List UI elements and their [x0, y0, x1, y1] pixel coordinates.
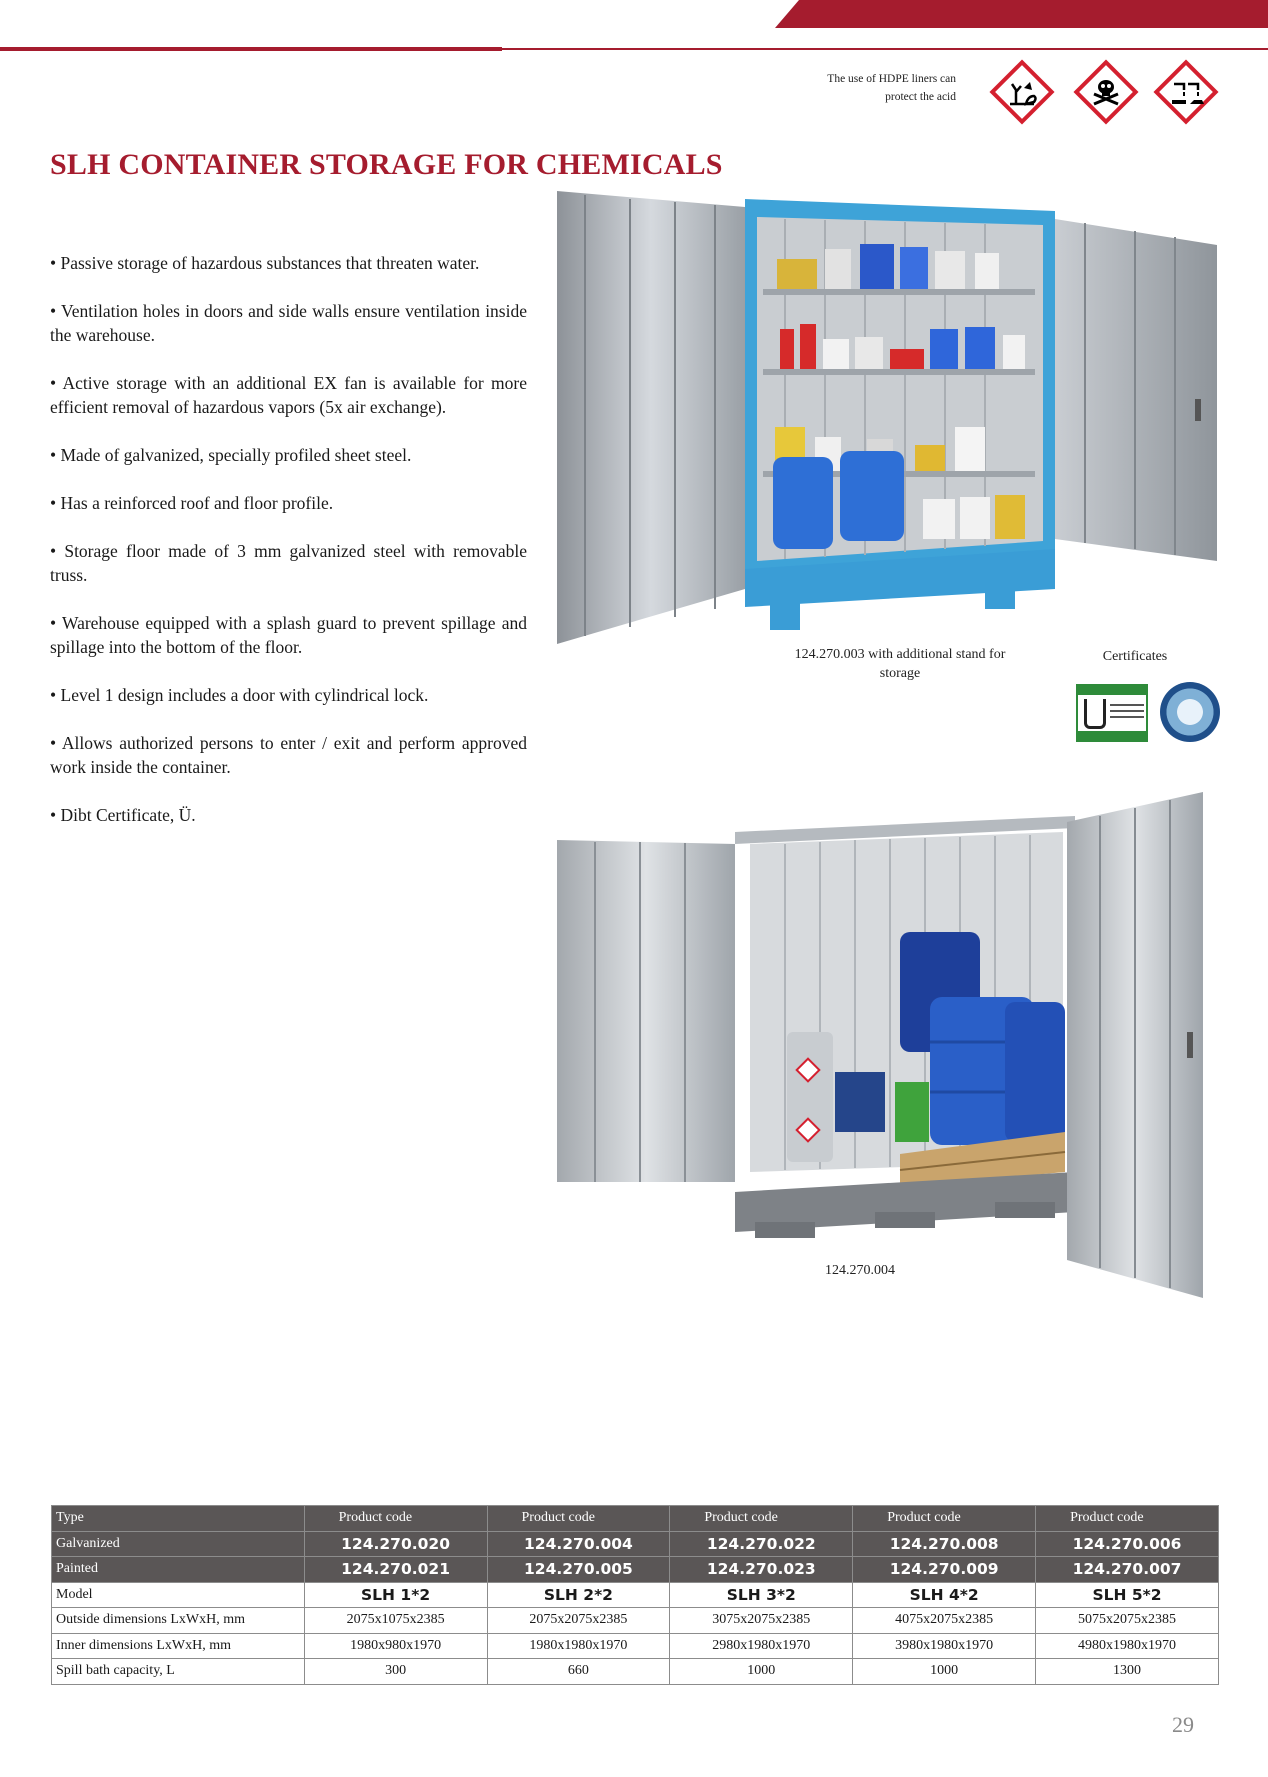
feature-item: • Passive storage of hazardous substances that threaten water.: [50, 253, 480, 273]
table-header-cell: Product code: [853, 1506, 1036, 1532]
table-cell: 124.270.021: [304, 1557, 487, 1583]
table-cell: SLH 5*2: [1036, 1582, 1219, 1608]
table-cell: 1000: [853, 1659, 1036, 1685]
table-cell: 1000: [670, 1659, 853, 1685]
table-cell: 4075x2075x2385: [853, 1608, 1036, 1634]
photo1-caption: [770, 645, 1030, 683]
feature-item: • Made of galvanized, specially profiled sheet steel.: [50, 445, 412, 465]
feature-list: [50, 251, 527, 851]
header-rule-accent: [0, 47, 502, 51]
feature-item: • Dibt Certificate, Ü.: [50, 805, 196, 825]
table-cell: 4980x1980x1970: [1036, 1633, 1219, 1659]
hdpe-note: [770, 70, 956, 106]
table-cell: 124.270.009: [853, 1557, 1036, 1583]
table-cell: 1980x980x1970: [304, 1633, 487, 1659]
table-cell: 124.270.007: [1036, 1557, 1219, 1583]
photo1-caption-line2: storage: [879, 666, 921, 681]
table-cell: 124.270.008: [853, 1531, 1036, 1557]
spec-table: [51, 1505, 1219, 1685]
environment-hazard-icon: [990, 60, 1054, 124]
table-cell: SLH 1*2: [304, 1582, 487, 1608]
table-row: [52, 1557, 1219, 1583]
container-photo-drums: [555, 792, 1205, 1300]
table-cell: 124.270.020: [304, 1531, 487, 1557]
feature-item: • Warehouse equipped with a splash guard to prevent spillage and spillage into the bottom of the floor.: [50, 613, 527, 657]
table-cell: 124.270.022: [670, 1531, 853, 1557]
table-row: [52, 1582, 1219, 1608]
table-header-row: [52, 1506, 1219, 1532]
page-title: SLH CONTAINER STORAGE FOR CHEMICALS: [50, 148, 723, 181]
certificates-label: Certificates: [1102, 649, 1168, 664]
page-number: 29: [1172, 1712, 1194, 1737]
feature-item: • Ventilation holes in doors and side walls ensure ventilation inside the warehouse.: [50, 301, 527, 345]
photo2-caption: 124.270.004: [825, 1263, 895, 1278]
table-header-cell: Product code: [1036, 1506, 1219, 1532]
table-row: [52, 1633, 1219, 1659]
table-cell: 660: [487, 1659, 670, 1685]
table-row: [52, 1531, 1219, 1557]
table-cell: 124.270.004: [487, 1531, 670, 1557]
table-cell: 5075x2075x2385: [1036, 1608, 1219, 1634]
table-cell: SLH 2*2: [487, 1582, 670, 1608]
row-label: Painted: [52, 1557, 305, 1583]
row-label: Galvanized: [52, 1531, 305, 1557]
table-header-cell: Product code: [487, 1506, 670, 1532]
dibt-certificate-badge: [1076, 684, 1148, 742]
hdpe-note-line1: The use of HDPE liners can: [827, 73, 956, 85]
table-row: [52, 1659, 1219, 1685]
row-label: Spill bath capacity, L: [52, 1659, 305, 1685]
table-cell: 124.270.023: [670, 1557, 853, 1583]
table-cell: 3980x1980x1970: [853, 1633, 1036, 1659]
row-label: Model: [52, 1582, 305, 1608]
table-cell: 2980x1980x1970: [670, 1633, 853, 1659]
photo1-caption-line1: 124.270.003 with additional stand for: [794, 647, 1006, 662]
table-cell: 300: [304, 1659, 487, 1685]
row-label: Inner dimensions LxWxH, mm: [52, 1633, 305, 1659]
feature-item: • Level 1 design includes a door with cylindrical lock.: [50, 685, 429, 705]
table-cell: 124.270.005: [487, 1557, 670, 1583]
feature-item: • Allows authorized persons to enter / exit and perform approved work inside the container.: [50, 733, 527, 777]
feature-item: • Has a reinforced roof and floor profile.: [50, 493, 334, 513]
quality-seal-icon: [1160, 682, 1220, 742]
table-cell: 124.270.006: [1036, 1531, 1219, 1557]
feature-item: • Active storage with an additional EX fan is available for more efficient removal of hazardous vapors (5x air exchange).: [50, 373, 527, 417]
table-cell: 2075x1075x2385: [304, 1608, 487, 1634]
table-header-cell: Type: [52, 1506, 305, 1532]
header-red-band: [775, 0, 1268, 28]
skull-crossbones-icon: [1074, 60, 1138, 124]
table-header-cell: Product code: [304, 1506, 487, 1532]
table-cell: 2075x2075x2385: [487, 1608, 670, 1634]
container-photo-shelves: [555, 189, 1219, 648]
table-row: [52, 1608, 1219, 1634]
table-cell: 3075x2075x2385: [670, 1608, 853, 1634]
feature-item: • Storage floor made of 3 mm galvanized steel with removable truss.: [50, 541, 527, 585]
hdpe-note-line2: protect the acid: [885, 91, 956, 103]
corrosive-icon: [1154, 60, 1218, 124]
table-cell: 1300: [1036, 1659, 1219, 1685]
table-cell: 1980x1980x1970: [487, 1633, 670, 1659]
table-cell: SLH 3*2: [670, 1582, 853, 1608]
table-cell: SLH 4*2: [853, 1582, 1036, 1608]
row-label: Outside dimensions LxWxH, mm: [52, 1608, 305, 1634]
table-header-cell: Product code: [670, 1506, 853, 1532]
